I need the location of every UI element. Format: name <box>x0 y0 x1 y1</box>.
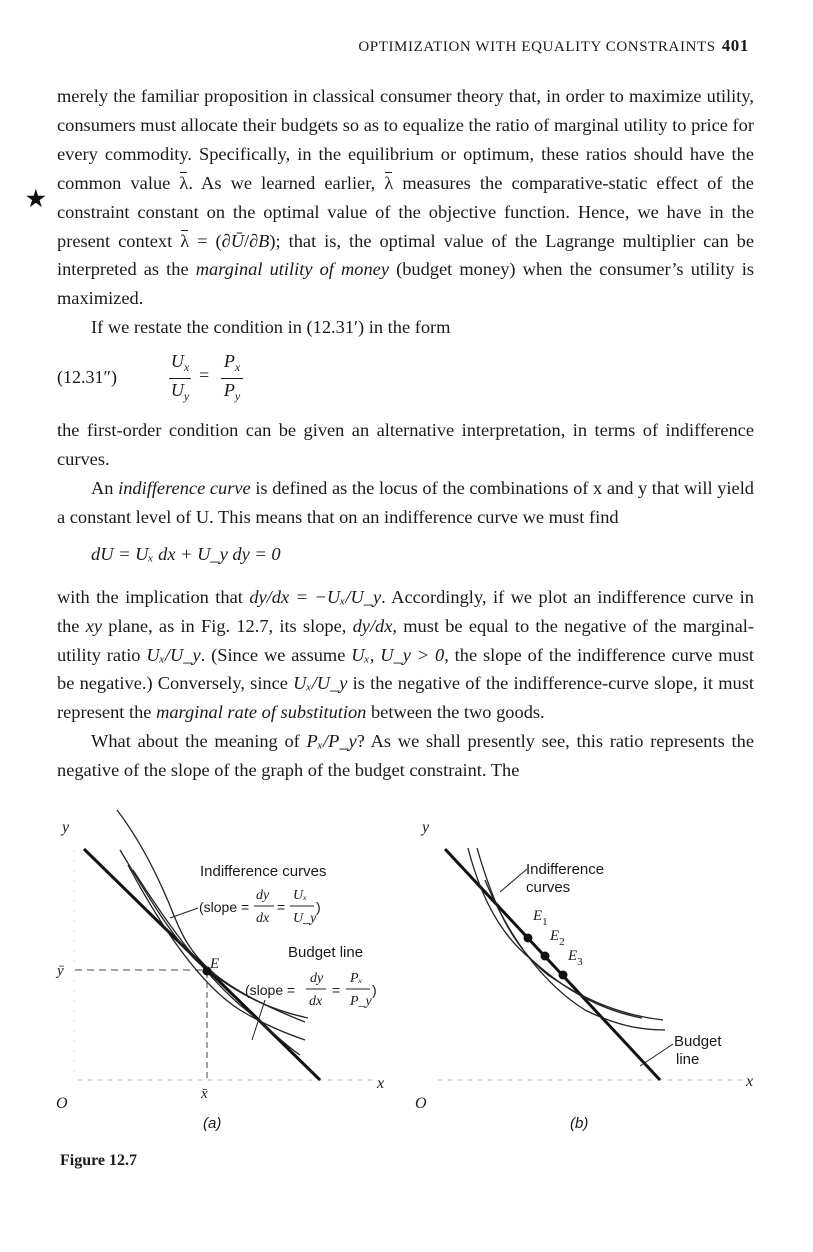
text-run: between the two goods. <box>366 702 545 723</box>
panel-a-slope2-dy: dy <box>310 971 324 986</box>
text-run: is the negative of the indifference-curve slope, it must represent the <box>57 673 754 723</box>
text-run: /∂ <box>243 230 259 251</box>
text-run: (budget money) when the consumer’s utility is maximized. <box>57 259 754 309</box>
panel-a <box>55 810 384 1132</box>
panel-a-slope2-dx: dx <box>309 994 323 1009</box>
panel-a-slope1-equals: = <box>277 899 286 915</box>
panel-b-point-E3 <box>559 971 568 980</box>
math-inline: dy/dx <box>352 615 393 636</box>
panel-b-point-E2 <box>541 952 550 961</box>
panel-b-label: (b) <box>570 1115 589 1132</box>
panel-b-budget-pointer <box>640 1044 673 1066</box>
panel-b-y-axis-label: y <box>422 819 430 836</box>
math-inline: Uₓ/U_y <box>146 644 201 665</box>
panel-a-budget-label: Budget line <box>288 944 364 961</box>
panel-b-budget-label-2: line <box>676 1051 700 1068</box>
panel-a-indifference-curve-3 <box>128 865 308 1040</box>
text-run: . Accordingly, if we plot an indifference curve in the <box>57 586 754 636</box>
margin-annotation-mark: ★ <box>26 186 46 211</box>
panel-a-budget-line <box>84 849 320 1080</box>
paragraph-2: If we restate the condition in (12.31′) in the form <box>91 317 451 338</box>
panel-a-slope2-close: ) <box>372 982 377 998</box>
panel-a-pointer-line <box>170 908 198 918</box>
panel-b-E3-label: $E_3$ <box>568 948 583 968</box>
running-head-title: OPTIMIZATION WITH EQUALITY CONSTRAINTS <box>358 39 716 55</box>
panel-a-indifference-label: Indifference curves <box>200 863 327 880</box>
panel-a-slope1-Ux: Uₓ <box>293 888 308 903</box>
emphasis: marginal rate of substitution <box>156 702 367 723</box>
var-B: B <box>258 230 270 251</box>
page-number: 401 <box>721 36 749 55</box>
math-inline: dy/dx = −Uₓ/U_y <box>249 586 382 607</box>
fraction-Px-Py: $\frac{P_x}{P_y}$ <box>221 350 243 407</box>
emphasis: indifference curve <box>118 477 251 498</box>
math-inline: xy <box>85 615 103 636</box>
panel-b-origin: O <box>415 1095 427 1112</box>
panel-b-point-E1 <box>524 934 533 943</box>
panel-a-slope2-prefix: (slope = <box>245 982 296 998</box>
panel-a-x-axis-label: x <box>377 1075 385 1092</box>
emphasis: marginal utility of money <box>195 259 389 280</box>
panel-a-slope1-prefix: (slope = <box>199 899 250 915</box>
figure-caption: Figure 12.7 <box>60 1152 138 1169</box>
equals-sign: = <box>199 365 210 386</box>
panel-a-slope1-dx: dx <box>256 911 270 926</box>
panel-a-slope2-Py: P_y <box>350 994 372 1009</box>
text-run: is defined as the locus of the combinations of x and y that will yield a constant level of U. This means that on an indifference curve we must find <box>57 477 754 527</box>
text-run: An <box>91 477 119 498</box>
text-run: = (∂ <box>189 230 231 251</box>
math-inline: Pₓ/P_y <box>306 731 357 752</box>
panel-a-point-E-label: E <box>210 956 220 972</box>
panel-b-indifference-label-1: Indifference <box>526 861 605 878</box>
panel-b-E1-label: $E_1$ <box>533 908 548 928</box>
text-run: , must be equal to the negative of the marginal-utility ratio <box>57 615 754 665</box>
paragraph-3: the first-order condition can be given an alternative interpretation, in terms of indifference curves. <box>57 420 754 470</box>
panel-b-budget-label-1: Budget <box>674 1033 722 1050</box>
text-run: , the slope of the indifference curve must be negative.) Conversely, since <box>57 644 754 694</box>
panel-a-slope2-Px: Pₓ <box>350 971 363 986</box>
text-run: What about the meaning of <box>91 731 307 752</box>
panel-b-E2-label: $E_2$ <box>550 928 565 948</box>
math-inline: Uₓ/U_y <box>293 673 348 694</box>
lambda-bar: λ <box>180 227 189 256</box>
lambda-bar: λ <box>179 169 188 198</box>
panel-a-label: (a) <box>203 1115 222 1132</box>
panel-a-budget-pointer <box>252 1000 265 1040</box>
var-U: Ū <box>230 230 244 251</box>
text-run: with the implication that <box>57 586 250 607</box>
panel-a-y-axis-label: y <box>62 819 70 836</box>
math-inline: Uₓ, U_y > 0 <box>351 644 445 665</box>
panel-b-indiff-pointer <box>500 869 527 892</box>
panel-a-slope1-Uy: U_y <box>293 911 317 926</box>
text-run: . (Since we assume <box>200 644 352 665</box>
text-run: . As we learned earlier, <box>188 172 385 193</box>
panel-a-xbar-label: x̄ <box>201 1086 208 1102</box>
equation-label: (12.31″) <box>57 367 117 388</box>
panel-a-slope2-equals: = <box>332 982 341 998</box>
panel-b-indifference-label-2: curves <box>526 879 571 896</box>
panel-a-ybar-label: ȳ <box>57 963 64 979</box>
text-run: measures the comparative-static effect of the constraint constant on the optimal value of the objective function. Hence, we have in the present context <box>57 172 754 251</box>
panel-a-origin: O <box>56 1095 68 1112</box>
text-run: ? As we shall presently see, this ratio represents the negative of the slope of the graph of the budget constraint. The <box>57 731 754 781</box>
panel-a-slope1-dy: dy <box>256 888 270 903</box>
lambda-bar: λ <box>384 169 393 198</box>
total-differential-equation: dU = Uₓ dx + U_y dy = 0 <box>91 543 281 564</box>
panel-b <box>415 819 753 1132</box>
panel-a-slope1-close: ) <box>316 899 321 915</box>
fraction-Ux-Uy: $\frac{U_x}{U_y}$ <box>169 350 191 407</box>
text-run: plane, as in Fig. 12.7, its slope, <box>102 615 353 636</box>
text-run: ); that is, the optimal value of the Lagrange multiplier can be interpreted as the <box>57 230 755 280</box>
panel-b-x-axis-label: x <box>746 1073 754 1090</box>
text-run: merely the familiar proposition in classical consumer theory that, in order to maximize utility, consumers must allocate their budgets so as to equalize the ratio of marginal utility to price for every commodity. Specifically, in the equilibrium or optimum, these ratios should have the common value <box>57 86 754 193</box>
